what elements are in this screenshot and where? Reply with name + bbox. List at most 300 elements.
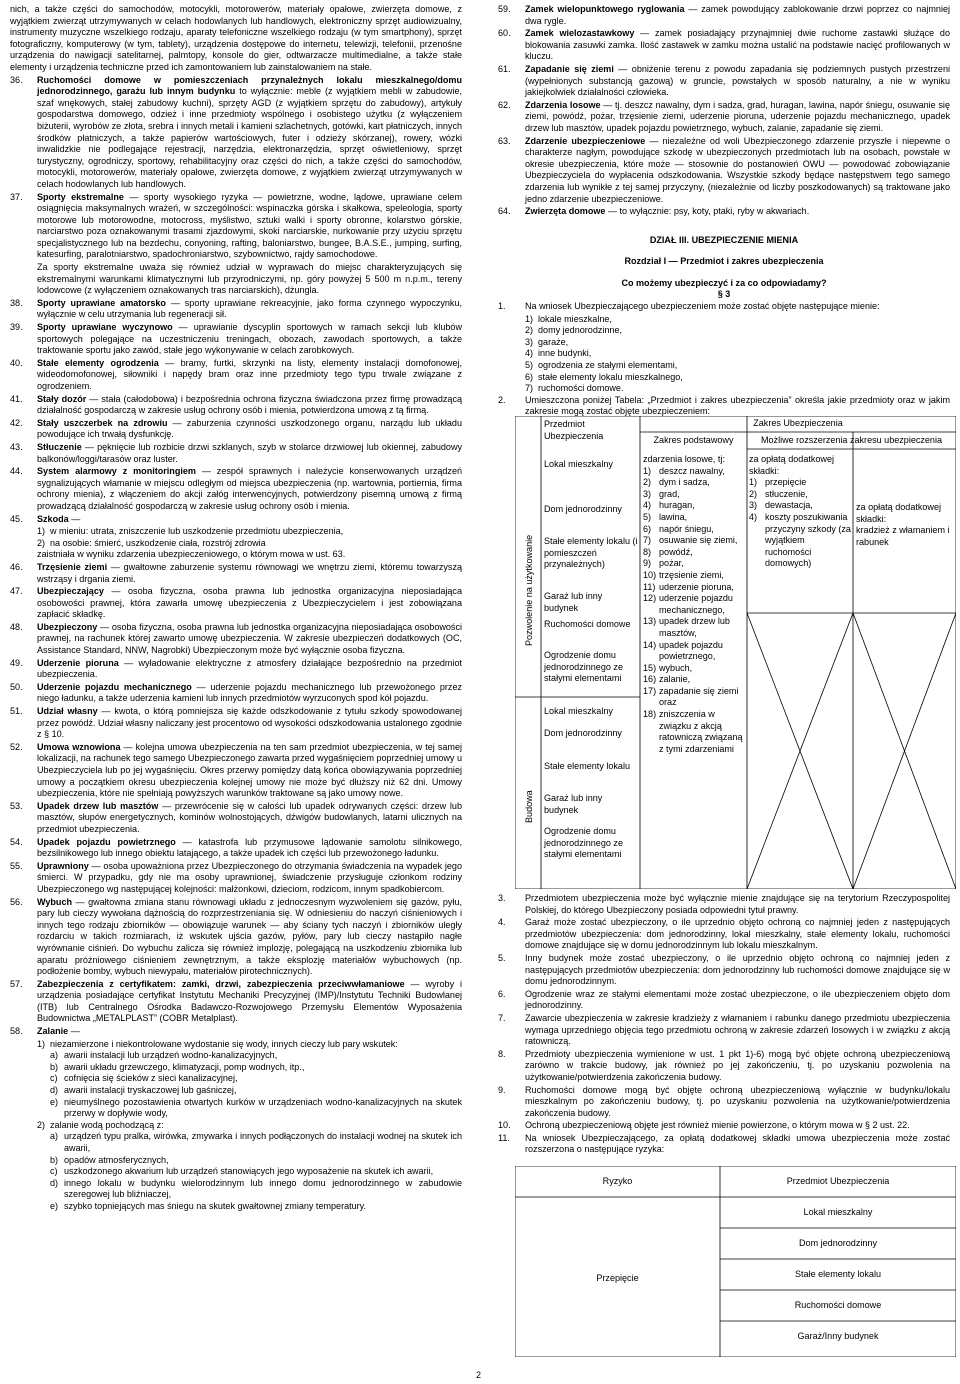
- extension-2-title: za opłatą dodatkowej składki:: [856, 502, 942, 524]
- subsub-text: innego lokalu w budynku wielorodzinnym lub innego domu jednorodzinnego w zabudowie szeregowej lub bliźniaczej,: [64, 1177, 462, 1200]
- table-row-label: Stałe elementy lokalu: [544, 761, 630, 771]
- definition-text: Zamek wielozastawkowy — zamek posiadający przynajmniej dwie ruchome zastawki służące do blokowania zasuwki zamka. Ilość zastawek w zamku można ustalić na podstawie nacięć profilowanych w kluczu.: [525, 28, 950, 62]
- extra-text: zaistniała w wyniku zdarzenia ubezpieczeniowego, o którym mowa w ust. 63.: [37, 549, 346, 560]
- definition-item: [10, 562, 462, 585]
- list-text: dym i sadza,: [659, 477, 710, 488]
- basic-scope-title: zdarzenia losowe, tj:: [643, 454, 725, 464]
- definition-item: [10, 658, 462, 681]
- definition-text: Stały dozór — stała (całodobowa) i bezpośrednia ochrona fizyczna świadczona przez firmę prowadzącą działalność gospodarczą w zakresie usług ochrony osób i mienia, potwierdzona umową z tą firmą.: [37, 393, 462, 416]
- p1-text: Na wniosek Ubezpieczającego ubezpieczeniem może zostać objęte następujące mienie:: [525, 301, 880, 312]
- list-number: 14): [643, 639, 657, 650]
- list-item: [643, 593, 745, 616]
- list-number: 8): [643, 546, 652, 557]
- list-item: [643, 466, 745, 478]
- definition-item: [498, 206, 950, 218]
- definition-item: [498, 4, 950, 27]
- definition-text: Uderzenie pioruna — wyładowanie elektryczne z atmosfery działające bezpośrednio na przedmiot ubezpieczenia.: [37, 657, 462, 680]
- item-number: 64.: [498, 206, 511, 217]
- property-item: [498, 372, 950, 384]
- subsub-number: e): [50, 1096, 59, 1107]
- definition-item: [498, 1085, 950, 1120]
- sub-text: ogrodzenia ze stałymi elementami,: [538, 360, 678, 371]
- definition-term: Zapadanie się ziemi: [525, 63, 614, 74]
- subsub-item: [10, 1097, 462, 1120]
- definition-text: Szkoda —: [37, 513, 81, 524]
- definition-term: Sporty ekstremalne: [37, 191, 124, 202]
- paragraph-mark: § 3: [717, 289, 731, 300]
- list-number: 17): [643, 685, 657, 696]
- item-number: 54.: [10, 836, 23, 847]
- definition-item: [498, 28, 950, 63]
- list-number: 4): [643, 500, 652, 511]
- continued-text: nich, a także części do samochodów, motocykli, motorowerów, materiały opałowe, zwierzęta domowe, z wyjątkiem zwierząt utrzymywanych w celach hodowlanych lub handlowych, elektroniczny sprzęt audiowizualny, instrumenty muzyczne wszelkiego rodzaju, aparaty telefoniczne wszelkiego rodzaju (w tym smartphony), sprzęt fotograficzny, komputerowy (w tym, tablety), urządzenia dostępowe do internetu, telewizji, telefonii, przenośne urządzenia do nawigacji satelitarnej, palmtopy, konsole do gier, odtwarzacze multimedialne, a także stałe elementy i urządzenia techniczne przed ich zamontowaniem lub zainstalowaniem na stałe.: [10, 4, 462, 72]
- list-number: 2): [749, 488, 758, 499]
- sub-number: 2): [37, 1119, 46, 1130]
- definition-text: Uprawniony — osoba upoważniona przez Ubezpieczonego do otrzymania świadczenia na wypadek jego śmierci. W przypadku, gdy nie ma osoby uprawnionej, świadczenie przysługuje członkom rodziny Ubezpieczonego wg następującej kolejności: małżonkowi, dzieciom, rodzicom, innym spadkobiercom.: [37, 860, 462, 894]
- definition-item: [498, 893, 950, 916]
- definition-term: Wybuch: [37, 896, 73, 907]
- subsub-text: urządzeń typu pralka, wirówka, zmywarka i innych podłączonych do instalacji wodnej na skutek ich awarii,: [64, 1131, 462, 1153]
- list-item: [643, 524, 745, 536]
- sub-number: 2): [525, 325, 534, 336]
- table-row-label: Lokal mieszkalny: [544, 459, 613, 469]
- list-text: grad,: [659, 488, 680, 499]
- list-number: 3): [643, 488, 652, 499]
- definition-text: Ruchomości domowe w pomieszczeniach przynależnych lokalu mieszkalnego/domu jednorodzinnego, garażu lub innym budynku to wyłącznie: meble (z wyjątkiem mebli w zabudowie, szaf wnękowych, stałej zabudowy kuchni), sprzęty AGD (z wyjątkiem sprzętu do zabudowy), artykuły gospodarstwa domowego, odzież i inne przedmioty wspólnego i osobistego użytku (z wyłączeniem biżuterii, wyrobów ze złota, srebra i innych metali i kamieni szlachetnych, gotówki, kart płatniczych, innych środków płatniczych, a także papierów wartościowych, futer i odzieży skórzanej), rowery, wózki inwalidzkie nie podlegające rejestracji, narzędzia, elektronarzędzia, sprzęt oświetleniowy, sprzęt turystyczny, ogrodniczy, sportowy, rehabilitacyjny oraz części do nich, a także części do samochodów, motocykli, motorowerów, materiały opałowe, zwierzęta domowe, z wyjątkiem zwierząt utrzymywanych w celach hodowlanych lub handlowych.: [37, 74, 462, 189]
- property-item: [498, 314, 950, 326]
- definition-text: Upadek pojazdu powietrznego — katastrofa lub przymusowe lądowanie samolotu silnikowego, bezsilnikowego lub innego obiektu latającego, a także upadek ich części lub przewożonego ładunku.: [37, 836, 463, 859]
- table-row-label: Dom jednorodzinny: [544, 504, 622, 514]
- list-number: 16): [643, 674, 657, 685]
- list-number: 6): [643, 523, 652, 534]
- list-item: [643, 547, 745, 559]
- table-row-label: Ogrodzenie domu jednorodzinnego ze stałymi elementami: [544, 826, 623, 860]
- definition-term: Zwierzęta domowe: [525, 206, 606, 217]
- subsub-number: a): [50, 1131, 59, 1142]
- subsub-item: [10, 1178, 462, 1201]
- subsub-number: c): [50, 1073, 58, 1084]
- list-text: upadek drzew lub masztów,: [659, 616, 730, 638]
- list-text: powódź,: [659, 546, 693, 557]
- list-number: 4): [749, 511, 758, 522]
- property-item: [498, 360, 950, 372]
- definition-item: [10, 861, 462, 896]
- definition-text: Trzęsienie ziemi — gwałtowne zaburzenie systemu równowagi we wnętrzu ziemi, któremu towarzyszą wstrząsy i drgania ziemi.: [37, 561, 462, 584]
- subsub-item: [10, 1062, 462, 1074]
- property-item: [498, 325, 950, 337]
- definition-term: Uderzenie pojazdu mechanicznego: [37, 681, 192, 692]
- list-text: stłuczenie,: [765, 488, 808, 499]
- group-label-pozwolenie: Pozwolenie na użytkowanie: [524, 534, 534, 646]
- list-item: [643, 640, 745, 663]
- definition-item: [10, 801, 462, 836]
- definition-text: Zabezpieczenia z certyfikatem: zamki, drzwi, zabezpieczenia przeciwwłamaniowe — wyroby i urządzenia posiadające certyfikat Instytutu Mechaniki Precyzyjnej (IMP)/Instytutu Techniki Budowlanej (ITB) lub Centralnego Ośrodka Badawczo-Rozwojowego Przemysłu Elementów Wyposażenia Budownictwa „METALPLAST” (COBR Metalplast).: [37, 978, 462, 1024]
- definition-term: Zabezpieczenia z certyfikatem: zamki, drzwi, zabezpieczenia przeciwwłamaniowe: [37, 978, 405, 989]
- list-item: [643, 582, 745, 594]
- definition-item: [10, 1026, 462, 1038]
- item-number: 9.: [498, 1084, 506, 1095]
- table-row-label: Garaż lub inny budynek: [544, 591, 603, 613]
- item-number: 45.: [10, 513, 23, 524]
- list-text: zapadanie się ziemi: [659, 685, 739, 696]
- sub-item: [10, 1120, 462, 1132]
- list-item: [749, 489, 851, 501]
- definition-item: [498, 989, 950, 1012]
- subsub-item: [10, 1073, 462, 1085]
- definition-text: Zapadanie się ziemi — obniżenie terenu z powodu zapadania się podziemnych pustych przestrzeni (wypełnionych substancją gazową) w gruncie, powstałych w sposób naturalny, a nie w wyniku jakiejkolwiek działalności człowieka.: [525, 63, 950, 98]
- definition-item: [10, 358, 462, 393]
- sub-item: [10, 526, 462, 538]
- sub-text: inne budynki,: [538, 348, 592, 359]
- definition-term: Uderzenie pioruna: [37, 657, 119, 668]
- list-number: 1): [749, 477, 758, 488]
- list-number: 7): [643, 535, 652, 546]
- list-item: [749, 500, 851, 512]
- definition-item: [10, 298, 462, 321]
- definition-item: [10, 682, 462, 705]
- definition-text: Stały uszczerbek na zdrowiu — zaburzenia czynności uszkodzonego organu, narządu lub układu powodujące ich trwałą dysfunkcję.: [37, 417, 462, 440]
- left-column: [10, 4, 462, 1213]
- item-number: 41.: [10, 393, 23, 404]
- definition-text: Udział własny — kwota, o którą pomniejsza się każde odszkodowanie z tytułu szkody spowodowanej przez powódź. Udział własny naliczany jest procentowo od wysokości odszkodowania ustalonego zgodnie z § 10.: [37, 706, 462, 740]
- definition-term: Stłuczenie: [37, 441, 82, 452]
- definition-term: Zamek wielopunktowego ryglowania: [525, 4, 685, 14]
- definition-text: Garaż może zostać ubezpieczony, o ile uprzednio objęto ochroną co najmniej jeden z następujących przedmiotów ubezpieczenia: dom jednorodzinny, lokal mieszkalny, stałe elementy lokalu, ruchomości domowe znajdujące się w domu jednorodzinnym lub lokalu mieszkalnym.: [525, 917, 950, 951]
- sub-text: lokale mieszkalne,: [538, 313, 612, 324]
- list-item: [643, 500, 745, 512]
- item-number: 7.: [498, 1012, 506, 1023]
- definition-item: [10, 742, 462, 800]
- list-item: [643, 489, 745, 501]
- list-number: 5): [643, 511, 652, 522]
- list-text: huragan,: [659, 500, 695, 511]
- risk-table: [515, 1166, 956, 1357]
- definition-term: Ruchomości domowe w pomieszczeniach przynależnych lokalu mieszkalnego/domu jednorodzinnego, garażu lub innym budynku: [37, 74, 462, 97]
- list-text: uderzenie pojazdu mechanicznego,: [659, 593, 733, 615]
- extra-text: Za sporty ekstremalne uważa się również udział w wyprawach do miejsc charakteryzujących się ekstremalnymi warunkami klimatycznymi lub przyrodniczymi, np. góry powyżej 5 500 m n.p.m., tereny lodowcowe (z wyłączeniem oznakowanych tras narciarskich), dżungla.: [37, 262, 462, 296]
- list-item: [643, 697, 745, 709]
- subsub-text: szybko topniejących mas śniegu na skutek gwałtownej zmiany temperatury.: [64, 1200, 367, 1211]
- sub-number: 1): [37, 1038, 46, 1049]
- definition-item: [498, 1049, 950, 1084]
- list-number: 13): [643, 616, 657, 627]
- list-number: 11): [643, 581, 656, 592]
- item-number: 63.: [498, 135, 511, 146]
- subsub-text: awarii instalacji lub urządzeń wodno-kanalizacyjnych,: [64, 1050, 278, 1061]
- definition-item: [498, 136, 950, 206]
- subsub-number: d): [50, 1085, 59, 1096]
- definition-term: Uprawniony: [37, 860, 89, 871]
- definition-term: Stałe elementy ogrodzenia: [37, 357, 159, 368]
- subsub-number: a): [50, 1050, 59, 1061]
- list-text: upadek pojazdu powietrznego,: [659, 639, 723, 662]
- definition-term: Ubezpieczający: [37, 586, 104, 597]
- definition-term: Trzęsienie ziemi: [37, 561, 108, 572]
- list-text: zalanie,: [659, 674, 691, 685]
- right-column-lower: [498, 893, 950, 1157]
- list-item: [643, 686, 745, 698]
- definition-text: Stałe elementy ogrodzenia — bramy, furtki, skrzynki na listy, elementy instalacji domofonowej, wideodomofonowej, siłowniki i napędy bram oraz inne przedmioty tego typu trwale związane z ogrodzeniem.: [37, 357, 463, 391]
- scope-table: [515, 416, 956, 889]
- item-number: 57.: [10, 978, 23, 989]
- definition-item: [10, 394, 462, 417]
- sub-text: w mieniu: utrata, zniszczenie lub uszkodzenie przedmiotu ubezpieczenia,: [50, 526, 344, 537]
- sub-number: 7): [525, 383, 534, 394]
- list-item: [643, 558, 745, 570]
- sub-number: 6): [525, 371, 534, 382]
- rest-list: [498, 893, 950, 1156]
- list-text: oraz: [659, 697, 677, 708]
- definition-text: Zdarzenia losowe — tj. deszcz nawalny, dym i sadza, grad, huragan, lawina, napór śniegu, osuwanie się ziemi, powódź, pożar, trzęsienie ziemi, uderzenie pioruna, uderzenie pojazdu mechanicznego, upadek drzew lub masztów, upadek pojazdu powietrznego, wybuch, zalanie, zapadanie się ziemi.: [525, 99, 950, 133]
- table-row-label: Ruchomości domowe: [544, 619, 631, 629]
- definition-item: [498, 953, 950, 988]
- definition-term: Stały dozór: [37, 393, 87, 404]
- subsub-number: b): [50, 1154, 59, 1165]
- extension-2: [856, 502, 954, 548]
- subsub-item: [10, 1155, 462, 1167]
- list-item: [643, 477, 745, 489]
- definition-item: [498, 1133, 950, 1156]
- list-number: 18): [643, 709, 657, 720]
- definition-text: Umowa wznowiona — kolejna umowa ubezpieczenia na ten sam przedmiot ubezpieczenia, w tej samej lokalizacji, na rachunek tego samego Ubezpieczonego zawarta przed wygaśnięciem poprzedniej umowy u Ubezpieczyciela lub po jej wygaśnięciu. Okres przerwy pomiędzy datą końca obowiązywania poprzedniej umowy a początkiem okresu ubezpieczenia kolejnej umowy nie może być dłuższy niż 62 dni. Umowy ubezpieczenia, które nie spełniają powyższych warunków traktowane są jako umowy nowe.: [37, 741, 462, 799]
- item-number: 49.: [10, 657, 23, 668]
- subsub-text: nieumyślnego pozostawienia otwartych kurków w urządzeniach wodno-kanalizacyjnych na skutek przerwy w dopływie wody,: [64, 1096, 462, 1119]
- definition-item: [10, 418, 462, 441]
- subsub-item: [10, 1085, 462, 1097]
- definition-text: Ubezpieczający — osoba fizyczna, osoba prawna lub jednostka organizacyjna nieposiadająca osobowości prawnej, która zawarła umowę ubezpieczenia z Ubezpieczycielem i jest zobowiązana zapłacić składkę.: [37, 586, 462, 620]
- list-number: 9): [643, 558, 652, 569]
- definition-text: Inny budynek może zostać ubezpieczony, o ile uprzednio objęto ochroną co najmniej jeden z następujących przedmiotów ubezpieczenia: dom jednorodzinny lub ruchomości domowe znajdujące się w domu jednorodzinnym.: [525, 952, 950, 987]
- definition-term: Upadek drzew lub masztów: [37, 800, 159, 811]
- sub-number: 1): [37, 526, 46, 537]
- item-number: 39.: [10, 322, 23, 333]
- list-text: napór śniegu,: [659, 523, 714, 534]
- definition-term: System alarmowy z monitoringiem: [37, 466, 196, 477]
- definition-text: Ubezpieczony — osoba fizyczna, osoba prawna lub jednostka organizacyjna nieposiadająca osobowości prawnej, na rachunek której zawarto umowę ubezpieczenia. W zakresie ubezpieczeń dodatkowych (OC, Assistance Standard, NNW, Nagrobki) Ubezpieczonym może być wyłącznie osoba fizyczna.: [37, 621, 462, 656]
- item-number: 5.: [498, 952, 506, 963]
- risk-table-row: Garaż/Inny budynek: [797, 1331, 879, 1341]
- sub-item: [10, 538, 462, 550]
- definition-item: [10, 466, 462, 512]
- p1-item: [498, 301, 950, 313]
- sub-number: 2): [37, 537, 46, 548]
- list-item: [643, 616, 745, 639]
- item-number: 4.: [498, 917, 506, 928]
- definition-item: [10, 897, 462, 978]
- subsub-text: cofnięcia się ścieków z sieci kanalizacyjnej,: [64, 1073, 238, 1084]
- definition-text: Zalanie —: [37, 1026, 80, 1037]
- item-number: 52.: [10, 741, 23, 752]
- definition-text: Przedmiotem ubezpieczenia może być wyłącznie mienie znajdujące się na terytorium Rzeczypospolitej Polskiej, do którego Ubezpieczony posiada odpowiedni tytuł prawny.: [525, 893, 950, 915]
- sub-number: 5): [525, 360, 534, 371]
- item-number: 36.: [10, 74, 23, 85]
- list-number: 1): [643, 465, 652, 476]
- item-number: 10.: [498, 1120, 511, 1131]
- page-number: 2: [476, 1370, 482, 1380]
- section-title: DZIAŁ III. UBEZPIECZENIE MIENIA: [649, 234, 799, 245]
- list-item: [643, 663, 745, 675]
- definition-term: Zamek wielozastawkowy: [525, 28, 635, 39]
- sub-text: na osobie: śmierć, uszkodzenie ciała, rozstrój zdrowia: [50, 537, 266, 548]
- table-row-label: Ogrodzenie domu jednorodzinnego ze stałymi elementami: [544, 650, 623, 684]
- sub-text: garaże,: [538, 336, 569, 347]
- subsub-item: [10, 1131, 462, 1154]
- item-number: 42.: [10, 417, 23, 428]
- question-heading: Co możemy ubezpieczyć i za co odpowiadamy?: [621, 277, 827, 288]
- list-item: [749, 477, 851, 489]
- item-number: 38.: [10, 297, 23, 308]
- list-text: lawina,: [659, 511, 688, 522]
- subsub-text: awarii układu grzewczego, klimatyzacji, pomp wodnych, itp.,: [64, 1061, 305, 1072]
- p2-item: [498, 395, 950, 418]
- risk-table-row: Ruchomości domowe: [794, 1300, 882, 1310]
- definition-text: Ogrodzenie wraz ze stałymi elementami może zostać ubezpieczone, o ile ubezpieczeniem objęto dom jednorodzinny.: [525, 988, 950, 1011]
- definition-term: Udział własny: [37, 706, 98, 717]
- sub-number: 4): [525, 348, 534, 359]
- table-row-label: Garaż lub inny budynek: [544, 793, 603, 815]
- definition-text: Zamek wielopunktowego ryglowania — zamek powodujący zablokowanie drzwi poprzez co najmniej dwa rygle.: [525, 4, 950, 26]
- item-number: 8.: [498, 1048, 506, 1059]
- extension-1: [749, 454, 851, 570]
- definition-text: Wybuch — gwałtowna zmiana stanu równowagi układu z jednoczesnym wyzwoleniem się gazów, pyłu, pary lub cieczy wywołana dążnością do rozprzestrzeniania się. W odniesieniu do naczyń ciśnieniowych i innych tego rodzaju zbiorników — obowiązuje warunek — aby ściany tych naczyń i zbiorników uległy rozdarciu w takich rozmiarach, iż wskutek ujścia gazów, pyłów, pary lub cieczy nastąpiło nagłe wyrównanie ciśnień. Do wybuchu zalicza się również implozję, polegającą na uszkodzeniu zbiornika lub aparatu próżniowego ciśnieniem zewnętrznym, a także eksplozję materiałów wybuchowych (np. podłożenie bomby, wybuch niewypału, materiałów pirotechnicznych).: [37, 896, 462, 977]
- group-label-budowa: Budowa: [524, 790, 534, 823]
- definition-term: Umowa wznowiona: [37, 741, 121, 752]
- definition-item: [10, 514, 462, 526]
- item-number: 44.: [10, 466, 23, 477]
- subsub-text: awarii instalacji tryskaczowej lub gaśniczej,: [64, 1085, 237, 1096]
- list-item: [643, 709, 745, 755]
- subsub-number: c): [50, 1166, 58, 1177]
- list-number: 12): [643, 593, 657, 604]
- definition-text: Przedmioty ubezpieczenia wymienione w ust. 1 pkt 1)-6) mogą być objęte ochroną ubezpieczeniową zarówno w trakcie budowy, jak również po jej zakończeniu, tj. po uzyskaniu pozwolenia na użytkowanie/potwierdzenia zakończenia budowy.: [525, 1048, 950, 1082]
- sub-text: zalanie wodą pochodzącą z:: [50, 1119, 164, 1130]
- item-number: 37.: [10, 191, 23, 202]
- header-rozszerzenia: Możliwe rozszerzenia zakresu ubezpieczenia: [760, 435, 943, 445]
- definition-term: Zdarzenie ubezpieczeniowe: [525, 135, 646, 146]
- item-number: 40.: [10, 357, 23, 368]
- list-text: koszty poszukiwania przyczyny szkody (za wyjątkiem ruchomości domowych): [765, 511, 851, 569]
- list-item: [643, 535, 745, 547]
- definition-item: [498, 100, 950, 135]
- definition-term: Szkoda: [37, 513, 69, 524]
- header-zakres: Zakres Ubezpieczenia: [753, 418, 843, 428]
- definition-text: Sporty ekstremalne — sporty wysokiego ryzyka — powietrzne, wodne, lądowe, uprawiane celem osiągnięcia maksymalnych wrażeń, w szczególności: wspinaczka górska i skałkowa, speleologia, sporty motorowe lub motorowodne, motocross, myślistwo, sztuki walki i sporty obronne, kolarstwo górskie, narciarstwo poza oznakowanymi trasami zjazdowymi, skoki narciarskie, nurkowanie przy użyciu sprzętu specjalistycznego lub na bezdechu, conyoning, rafting, baloniarstwo, bungee, B.A.S.E., jumping, surfing, katesurfing, paralotniarstwo, spadochroniarstwo, szybownictwo, rajdy samochodowe.: [37, 191, 462, 260]
- subsub-number: e): [50, 1200, 59, 1211]
- definition-item: [10, 192, 462, 262]
- definition-text: Sporty uprawiane wyczynowo — uprawianie dyscyplin sportowych w ramach sekcji lub klubów sportowych polegające na uczestniczeniu treningach, obozach, zawodach sportowych, a także traktowanie sportu jako zawód, stałe jego wykonywanie w celach zarobkowych.: [37, 322, 462, 356]
- item-number: 50.: [10, 681, 23, 692]
- item-number: 2.: [498, 394, 506, 405]
- subsub-item: [10, 1201, 462, 1213]
- definitions-list-left: [10, 75, 462, 1213]
- definition-item: [498, 1120, 950, 1132]
- definition-term: Stały uszczerbek na zdrowiu: [37, 417, 168, 428]
- risk-table-row: Dom jednorodzinny: [799, 1238, 877, 1248]
- item-number: 61.: [498, 63, 511, 74]
- list-number: 3): [749, 500, 758, 511]
- definition-item: [498, 917, 950, 952]
- risk-table-row: Stałe elementy lokalu: [795, 1269, 881, 1279]
- extension-1-title: za opłatą dodatkowej składki:: [749, 454, 835, 476]
- item-number: 51.: [10, 706, 23, 717]
- list-number: 2): [643, 477, 652, 488]
- definition-item: [10, 706, 462, 741]
- property-list: [498, 314, 950, 395]
- list-text: dewastacja,: [765, 500, 813, 511]
- item-number: 11.: [498, 1132, 510, 1143]
- subsub-text: opadów atmosferycznych,: [64, 1154, 169, 1165]
- definition-item: [498, 1013, 950, 1048]
- right-column: [498, 4, 950, 419]
- definition-item: [10, 442, 462, 465]
- definition-item: [10, 837, 462, 860]
- definitions-list-right: [498, 4, 950, 218]
- definition-text: Sporty uprawiane amatorsko — sporty uprawiane rekreacyjnie, jako forma czynnego wypoczynku, wyłącznie w celu utrzymania lub regeneracji sił.: [37, 297, 462, 320]
- definition-item: [10, 586, 462, 621]
- item-number: 58.: [10, 1026, 23, 1037]
- definition-text: Zdarzenie ubezpieczeniowe — niezależne od woli Ubezpieczonego zdarzenie przyszłe i niepewne o charakterze nagłym, powodujące szkodę w ubezpieczonych przedmiotach lub na osobach, powstałe w okresie ubezpieczenia, które może — stosownie do postanowień OWU — powodować zobowiązanie Ubezpieczyciela do wypłacenia odszkodowania. Wszystkie szkody będące następstwem tego samego zdarzenia lub wynikłe z tej samej przyczyny, (niezależnie od liczby poszkodowanych) są traktowane jako jedno zdarzenie ubezpieczeniowe.: [525, 135, 950, 204]
- list-text: pożar,: [659, 558, 684, 569]
- definition-term: Ubezpieczony: [37, 621, 98, 632]
- definition-term: Zdarzenia losowe: [525, 99, 601, 110]
- extension-1-list: [749, 477, 851, 570]
- sub-text: ruchomości domowe.: [538, 383, 624, 394]
- table-row-label: Lokal mieszkalny: [544, 706, 613, 716]
- sub-number: 3): [525, 336, 534, 347]
- item-number: 59.: [498, 4, 511, 14]
- list-text: deszcz nawalny,: [659, 465, 725, 476]
- property-item: [498, 383, 950, 395]
- definition-text: Stłuczenie — pęknięcie lub rozbicie drzwi szklanych, szyb w stolarce drzwiowej lub okiennej, zabudowy balkonów/loggi/tarasów oraz luster.: [37, 441, 462, 464]
- definition-text: System alarmowy z monitoringiem — zespół sprawnych i należycie konserwowanych urządzeń sygnalizujących włamanie w miejscu odległym od miejsca ubezpieczenia (np. wartownia, portiernia, firma ochrony mienia), z włączeniem do akcji załóg interwencyjnych, potwierdzony pisemną umową z firmą prowadzącą działalność gospodarczą w zakresie usług ochrony osób i mienia.: [37, 466, 463, 511]
- list-item: [643, 570, 745, 582]
- item-number: 3.: [498, 893, 506, 903]
- definition-term: Upadek pojazdu powietrznego: [37, 836, 176, 847]
- risk-przepiecie: Przepięcie: [596, 1273, 639, 1283]
- list-text: wybuch,: [659, 662, 693, 673]
- subsub-text: uszkodzonego akwarium lub urządzeń stanowiących jego wyposażenie na skutek ich awarii,: [64, 1166, 434, 1177]
- item-number: 43.: [10, 441, 23, 452]
- list-text: uderzenie pioruna,: [659, 581, 734, 592]
- list-number: 15): [643, 662, 657, 673]
- item-number: 46.: [10, 561, 23, 572]
- list-item: [749, 512, 851, 570]
- basic-scope-list: [643, 466, 745, 756]
- list-item: [643, 512, 745, 524]
- definition-term: Zalanie: [37, 1026, 69, 1037]
- subsub-number: d): [50, 1177, 59, 1188]
- item-number: 56.: [10, 896, 23, 907]
- table-row-label: Stałe elementy lokalu (i pomieszczeń przynależnych): [544, 536, 638, 570]
- definition-term: Sporty uprawiane amatorsko: [37, 297, 166, 308]
- item-number: 6.: [498, 988, 506, 999]
- definition-item: [10, 622, 462, 657]
- subsub-number: b): [50, 1061, 59, 1072]
- list-text: osuwanie się ziemi,: [659, 535, 738, 546]
- sub-text: domy jednorodzinne,: [538, 325, 622, 336]
- subsub-item: [10, 1050, 462, 1062]
- definition-text: Ruchomości domowe mogą być objęte ochroną ubezpieczeniową wyłącznie w budynku/lokalu mieszkalnym po zakończeniu budowy, tj. po uzyskaniu pozwolenia na użytkowanie/potwierdzenia zakończenia budowy.: [525, 1084, 950, 1118]
- definition-text: Uderzenie pojazdu mechanicznego — uderzenie pojazdu mechanicznego lub przewożonego przez niego ładunku, a także uderzenia kamieni lub innych przedmiotów wyrzuconych spod kół pojazdu.: [37, 681, 463, 704]
- definition-text: Zawarcie ubezpieczenia w zakresie kradzieży z włamaniem i rabunku danego przedmiotu ubezpieczenia wymaga uprzedniego objęcia tego przedmiotu ochroną w zakresie zdarzeń losowych i w związku z akcją ratowniczą.: [525, 1012, 950, 1047]
- risk-table-grid: [515, 1166, 956, 1357]
- property-item: [498, 348, 950, 360]
- extension-2-text: kradzież z włamaniem i rabunek: [856, 525, 950, 547]
- item-number: 60.: [498, 28, 511, 39]
- list-item: [643, 674, 745, 686]
- sub-item: [10, 1039, 462, 1051]
- sub-number: 1): [525, 313, 534, 324]
